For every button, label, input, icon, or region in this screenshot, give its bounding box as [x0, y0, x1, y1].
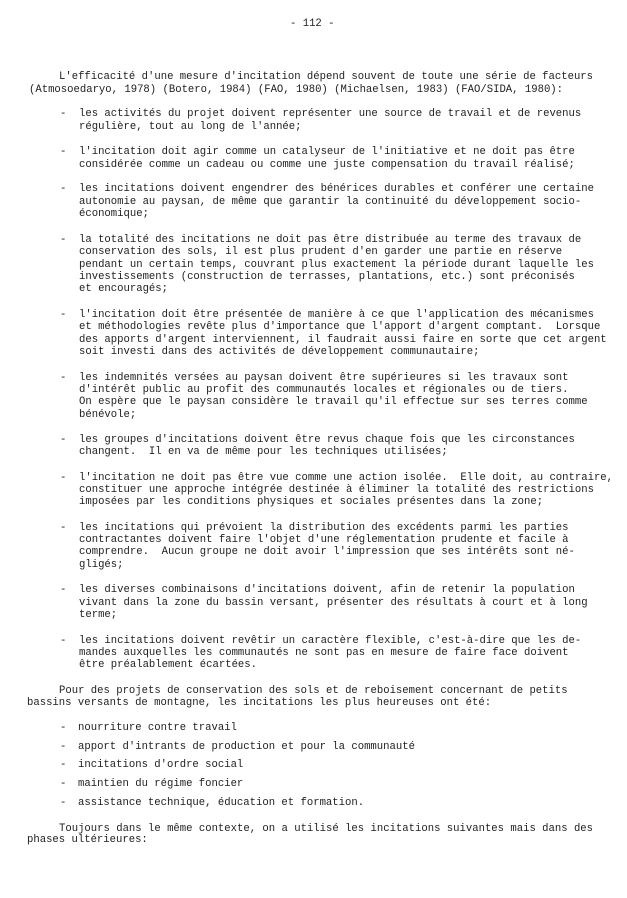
text-line: pendant un certain temps, couvrant plus exactement la période durant laquelle les — [79, 259, 594, 271]
text-line: et encouragés; — [79, 283, 169, 295]
text-line: les groupes d'incitations doivent être revus chaque fois que les circonstances — [79, 434, 575, 446]
bullet-dash: - — [60, 778, 67, 790]
text-line: Pour des projets de conservation des sols et de reboisement concernant de petits — [59, 685, 568, 697]
bullet-dash: - — [60, 797, 67, 809]
bullet-dash: - — [60, 584, 67, 596]
text-line: les incitations doivent engendrer des bénérices durables et conférer une certaine — [79, 183, 594, 195]
bullet-dash: - — [60, 722, 67, 734]
text-line: imposées par les conditions physiques et sociales présentes dans la zone; — [79, 496, 544, 508]
text-line: l'incitation doit être présentée de manière à ce que l'application des mécanismes — [79, 309, 594, 321]
text-line: Toujours dans le même contexte, on a utilisé les incitations suivantes mais dans des — [59, 823, 594, 835]
bullet-dash: - — [60, 108, 67, 120]
text-line: On espère que le paysan considère le travail qu'il effectue sur ses terres comme — [79, 396, 588, 408]
text-line: régulière, tout au long de l'année; — [79, 121, 302, 133]
list-item: assistance technique, éducation et formation. — [78, 797, 365, 809]
text-line: vivant dans la zone du bassin versant, présenter des résultats à court et à long — [79, 597, 588, 609]
text-line: mandes auxquelles les communautés ne sont pas en mesure de faire face doivent — [79, 647, 569, 659]
text-line: investissements (construction de terrasses, plantations, etc.) sont préconisés — [79, 271, 575, 283]
text-line: d'intérêt public au profit des communautés locales et régionales ou de tiers. — [79, 384, 569, 396]
text-line: (Atmosoedaryo, 1978) (Botero, 1984) (FAO, 1980) (Michaelsen, 1983) (FAO/SIDA, 1980): — [29, 84, 564, 96]
list-item: nourriture contre travail — [78, 722, 237, 734]
bullet-dash: - — [60, 146, 67, 158]
bullet-dash: - — [60, 372, 67, 384]
text-line: des apports d'argent interviennent, il faudrait aussi faire en sorte que cet argent — [79, 334, 607, 346]
list-item: maintien du régime foncier — [78, 778, 244, 790]
text-line: les indemnités versées au paysan doivent être supérieures si les travaux sont — [79, 372, 569, 384]
bullet-dash: - — [60, 741, 67, 753]
text-line: la totalité des incitations ne doit pas être distribuée au terme des travaux de — [79, 234, 582, 246]
bullet-dash: - — [60, 522, 67, 534]
page-number: - 112 - — [290, 18, 335, 30]
text-line: et méthodologies revête plus d'importance que l'apport d'argent comptant. Lorsque — [79, 321, 601, 333]
text-line: constituer une approche intégrée destinée à éliminer la totalité des restrictions — [79, 484, 594, 496]
list-item: incitations d'ordre social — [78, 759, 244, 771]
bullet-dash: - — [60, 309, 67, 321]
text-line: l'incitation ne doit pas être vue comme une action isolée. Elle doit, au contraire, — [79, 472, 614, 484]
bullet-dash: - — [60, 472, 67, 484]
text-line: soit investi dans des activités de développement communautaire; — [79, 346, 480, 358]
text-line: comprendre. Aucun groupe ne doit avoir l'impression que ses intérêts sont né- — [79, 546, 575, 558]
text-line: les incitations doivent revêtir un caractère flexible, c'est-à-dire que les de- — [79, 635, 582, 647]
text-line: terme; — [79, 609, 118, 621]
text-line: contractantes doivent faire l'objet d'une réglementation prudente et facile à — [79, 534, 569, 546]
text-line: conservation des sols, il est plus prudent d'en garder une partie en réserve — [79, 246, 563, 258]
text-line: L'efficacité d'une mesure d'incitation dépend souvent de toute une série de facteurs — [59, 71, 594, 83]
text-line: autonomie au paysan, de même que garantir la continuité du développement socio- — [79, 196, 582, 208]
text-line: l'incitation doit agir comme un catalyseur de l'initiative et ne doit pas être — [79, 146, 575, 158]
bullet-dash: - — [60, 434, 67, 446]
text-line: économique; — [79, 208, 149, 220]
bullet-dash: - — [60, 183, 67, 195]
text-line: bassins versants de montagne, les incitations les plus heureuses ont été: — [27, 697, 492, 709]
text-line: gligés; — [79, 559, 124, 571]
text-line: les activités du projet doivent représenter une source de travail et de revenus — [79, 108, 582, 120]
text-line: considérée comme un cadeau ou comme une juste compensation du travail réalisé; — [79, 159, 575, 171]
list-item: apport d'intrants de production et pour la communauté — [78, 741, 415, 753]
bullet-dash: - — [60, 759, 67, 771]
text-line: les diverses combinaisons d'incitations doivent, afin de retenir la population — [79, 584, 575, 596]
bullet-dash: - — [60, 234, 67, 246]
text-line: être préalablement écartées. — [79, 659, 258, 671]
text-line: phases ultérieures: — [27, 834, 148, 846]
text-line: bénévole; — [79, 409, 137, 421]
text-line: les incitations qui prévoient la distribution des excédents parmi les parties — [79, 522, 569, 534]
text-line: changent. Il en va de même pour les techniques utilisées; — [79, 446, 448, 458]
bullet-dash: - — [60, 635, 67, 647]
